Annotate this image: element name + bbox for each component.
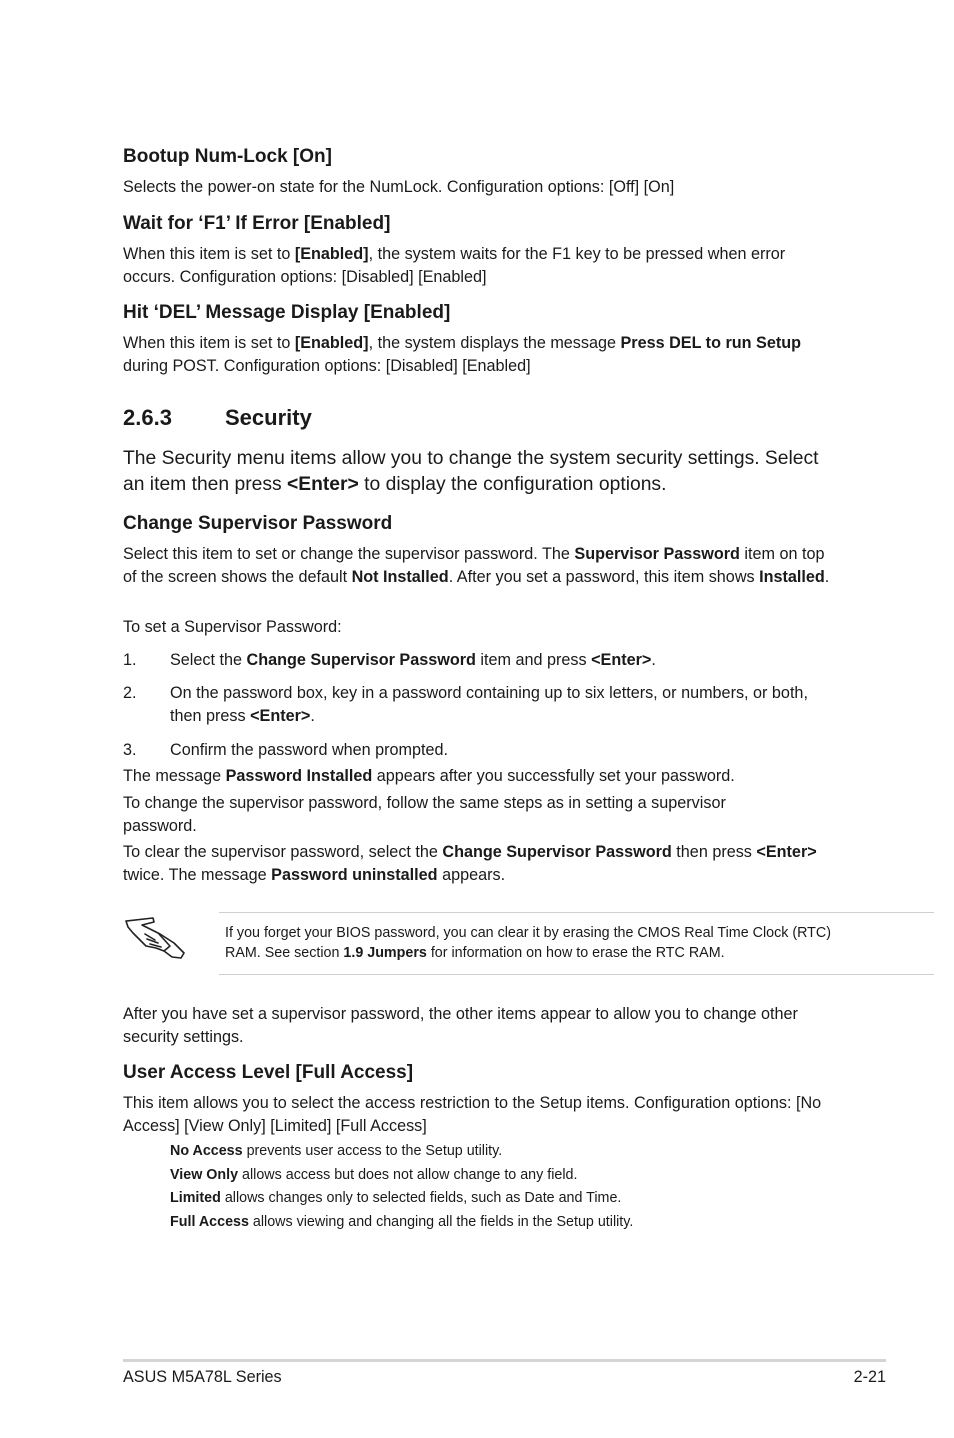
access-option: View Only allows access but does not allow change to any field. bbox=[170, 1167, 578, 1183]
bootup-numlock-heading: Bootup Num-Lock [On] bbox=[123, 146, 332, 167]
section-number: 2.6.3 bbox=[123, 405, 172, 430]
access-option: Limited allows changes only to selected fields, such as Date and Time. bbox=[170, 1190, 622, 1206]
supervisor-heading: Change Supervisor Password bbox=[123, 513, 393, 534]
section-name: Security bbox=[225, 405, 312, 430]
step-item: 2. On the password box, key in a password containing up to six letters, or numbers, or both, then press <Enter>. bbox=[123, 684, 808, 725]
footer-product: ASUS M5A78L Series bbox=[123, 1368, 282, 1386]
note-text: If you forget your BIOS password, you can clear it by erasing the CMOS Real Time Clock (RTC) RAM. See section 1.9 Jumpers for information on how to erase the RTC RAM. bbox=[225, 925, 831, 961]
user-access-text: This item allows you to select the access restriction to the Setup items. Configuration options: [No Access] [View Only] [Limited] [Full Access] bbox=[123, 1094, 822, 1135]
password-installed-text: The message Password Installed appears after you successfully set your password. bbox=[123, 767, 735, 785]
section-title bbox=[123, 405, 312, 431]
supervisor-description: Select this item to set or change the supervisor password. The Supervisor Password item on top of the screen shows the default Not Installed. After you set a password, this item shows Installed. bbox=[123, 545, 830, 586]
note-box bbox=[219, 912, 934, 975]
pointing-hand-icon bbox=[123, 912, 189, 964]
clear-password-text: To clear the supervisor password, select the Change Supervisor Password then press <Enter> twice. The message Password uninstalled appears. bbox=[123, 843, 817, 884]
bootup-numlock-text: Selects the power-on state for the NumLock. Configuration options: [Off] [On] bbox=[123, 178, 675, 196]
access-option: No Access prevents user access to the Setup utility. bbox=[170, 1143, 503, 1159]
section-intro: The Security menu items allow you to change the system security settings. Select an item then press <Enter> to display the configuration options. bbox=[123, 448, 819, 495]
user-access-heading: User Access Level [Full Access] bbox=[123, 1062, 414, 1083]
footer-divider bbox=[123, 1359, 886, 1362]
footer-page-number: 2-21 bbox=[853, 1368, 886, 1386]
after-password-text: After you have set a supervisor password, the other items appear to allow you to change other security settings. bbox=[123, 1005, 798, 1046]
supervisor-steps-intro: To set a Supervisor Password: bbox=[123, 618, 342, 636]
wait-f1-heading: Wait for ‘F1’ If Error [Enabled] bbox=[123, 213, 391, 234]
step-item: 3. Confirm the password when prompted. bbox=[123, 741, 449, 759]
step-item: 1. Select the Change Supervisor Password item and press <Enter>. bbox=[123, 651, 656, 669]
change-password-text: To change the supervisor password, follow the same steps as in setting a supervisor password. bbox=[123, 794, 726, 835]
hit-del-text: When this item is set to [Enabled], the system displays the message Press DEL to run Setup during POST. Configuration options: [Disabled] [Enabled] bbox=[123, 334, 801, 375]
wait-f1-text: When this item is set to [Enabled], the system waits for the F1 key to be pressed when error occurs. Configuration options: [Disabled] [Enabled] bbox=[123, 245, 786, 286]
hit-del-heading: Hit ‘DEL’ Message Display [Enabled] bbox=[123, 302, 451, 323]
access-option: Full Access allows viewing and changing all the fields in the Setup utility. bbox=[170, 1214, 634, 1230]
